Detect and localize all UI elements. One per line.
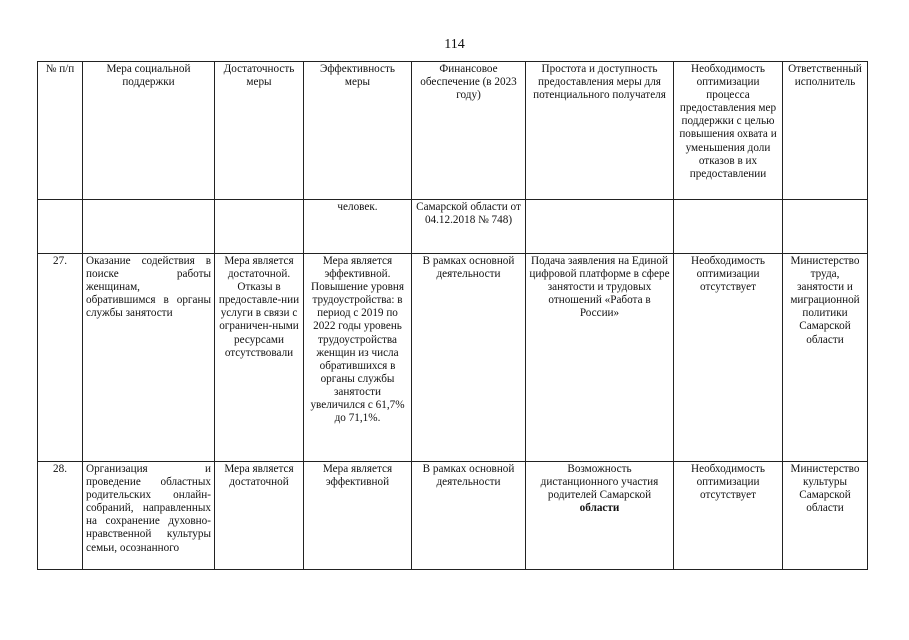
cell-optimization — [674, 200, 783, 254]
cell-effectiveness: Мера является эффективной. Повышение уровня трудоустройства: в период с 2019 по 2022 годы уровень трудоустройства женщин из числа обратившихся в органы службы занятости увеличился с 61,7% до 71,1%. — [304, 254, 412, 462]
cell-funding: Самарской области от 04.12.2018 № 748) — [412, 200, 526, 254]
cell-measure: Организация и проведение областных родительских онлайн-собраний, направленных на сохранение духовно-нравственной культуры семьи, осознанного — [83, 462, 215, 570]
cell-funding: В рамках основной деятельности — [412, 462, 526, 570]
header-responsible: Ответственный исполнитель — [783, 62, 868, 200]
header-funding: Финансовое обеспечение (в 2023 году) — [412, 62, 526, 200]
cell-responsible: Министерство культуры Самарской области — [783, 462, 868, 570]
cell-accessibility: Подача заявления на Единой цифровой платформе в сфере занятости и трудовых отношений «Работа в России» — [526, 254, 674, 462]
cell-measure — [83, 200, 215, 254]
cell-num — [38, 200, 83, 254]
table-row-continuation — [38, 200, 868, 254]
cell-num: 27. — [38, 254, 83, 462]
cell-optimization: Необходимость оптимизации отсутствует — [674, 462, 783, 570]
cell-sufficiency: Мера является достаточной. Отказы в предоставле-нии услуги в связи с ограничен-ными ресурсами отсутствовали — [215, 254, 304, 462]
table-row — [38, 254, 868, 462]
table-row — [38, 462, 868, 570]
accessibility-text-bold: области — [579, 502, 620, 515]
header-num: № п/п — [38, 62, 83, 200]
cell-responsible — [783, 200, 868, 254]
cell-num: 28. — [38, 462, 83, 570]
support-measures-table — [37, 61, 868, 570]
header-optimization: Необходимость оптимизации процесса предоставления мер поддержки с целью повышения охвата и уменьшения доли отказов в их предоставлении — [674, 62, 783, 200]
cell-accessibility — [526, 462, 674, 570]
cell-optimization: Необходимость оптимизации отсутствует — [674, 254, 783, 462]
cell-effectiveness: Мера является эффективной — [304, 462, 412, 570]
accessibility-text: Возможность дистанционного участия родителей Самарской — [540, 463, 659, 502]
page-number: 114 — [444, 37, 465, 52]
cell-measure: Оказание содействия в поиске работы женщинам, обратившимся в органы службы занятости — [83, 254, 215, 462]
header-sufficiency: Достаточность меры — [215, 62, 304, 200]
table-header-row — [38, 62, 868, 200]
cell-accessibility — [526, 200, 674, 254]
cell-responsible: Министерство труда, занятости и миграционной политики Самарской области — [783, 254, 868, 462]
cell-effectiveness: человек. — [304, 200, 412, 254]
cell-sufficiency: Мера является достаточной — [215, 462, 304, 570]
header-effectiveness: Эффективность меры — [304, 62, 412, 200]
cell-sufficiency — [215, 200, 304, 254]
header-measure: Мера социальной поддержки — [83, 62, 215, 200]
cell-funding: В рамках основной деятельности — [412, 254, 526, 462]
header-accessibility: Простота и доступность предоставления меры для потенциального получателя — [526, 62, 674, 200]
